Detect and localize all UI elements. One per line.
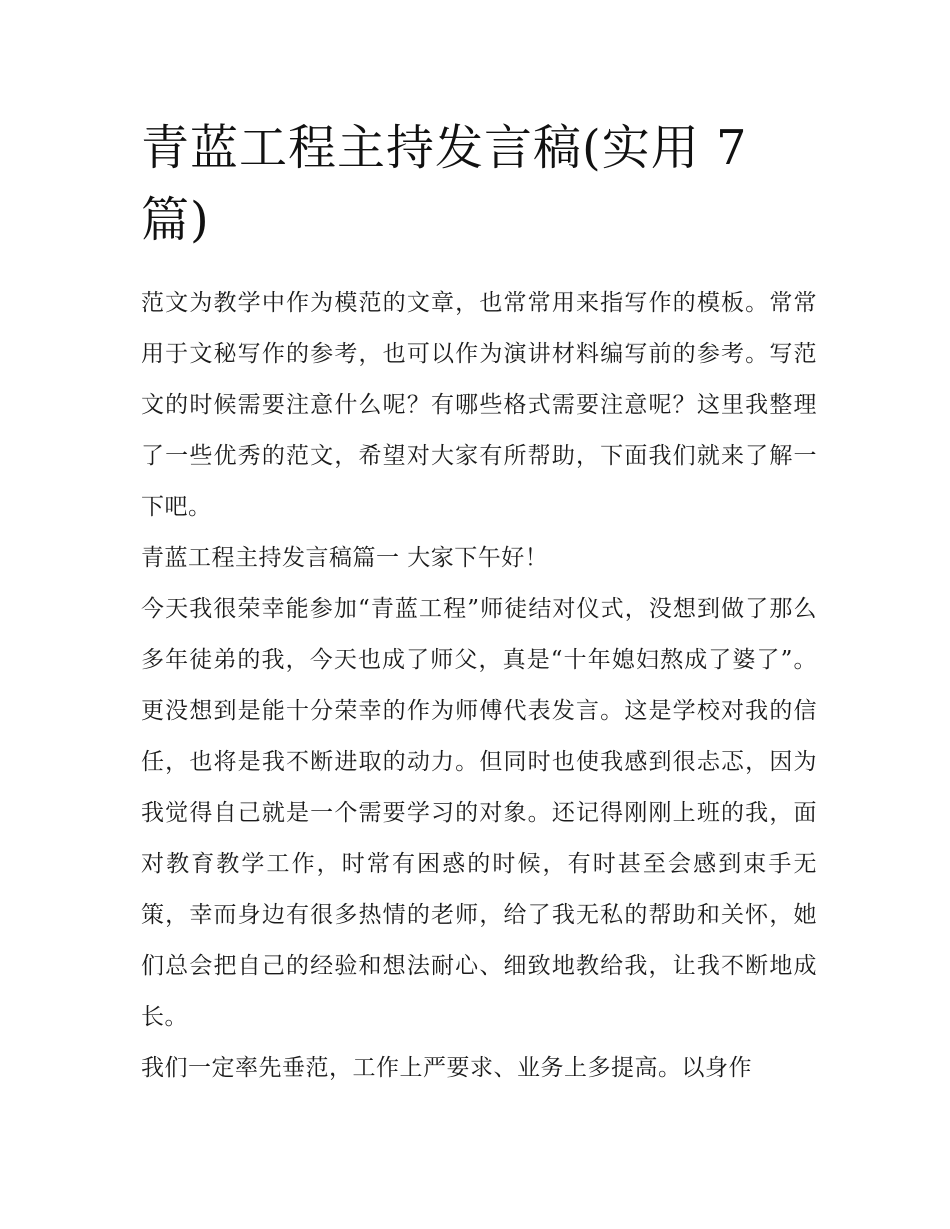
speech-paragraph: 今天我很荣幸能参加“青蓝工程”师徒结对仪式，没想到做了那么多年徒弟的我，今天也成了师父，真是“十年媳妇熬成了婆了”。更没想到是能十分荣幸的作为师傅代表发言。这是学校对我的信任，也将是我不断进取的动力。但同时也使我感到很忐忑，因为我觉得自己就是一个需要学习的对象。还记得刚刚上班的我，面对教育教学工作，时常有困惑的时候，有时甚至会感到束手无策，幸而身边有很多热情的老师，给了我无私的帮助和关怀，她们总会把自己的经验和想法耐心、细致地教给我，让我不断地成长。 (141, 596, 817, 1030)
closing-paragraph: 我们一定率先垂范，工作上严要求、业务上多提高。以身作 (141, 1055, 752, 1081)
section-heading-paragraph: 青蓝工程主持发言稿篇一 大家下午好！ (141, 545, 549, 571)
document-title: 青蓝工程主持发言稿(实用 7 篇) (141, 120, 748, 248)
intro-paragraph: 范文为教学中作为模范的文章，也常常用来指写作的模板。常常用于文秘写作的参考，也可以作为演讲材料编写前的参考。写范文的时候需要注意什么呢？有哪些格式需要注意呢？这里我整理了一些优秀的范文，希望对大家有所帮助，下面我们就来了解一下吧。 (141, 290, 817, 520)
document-body (141, 278, 817, 1094)
document-content (141, 112, 817, 1094)
